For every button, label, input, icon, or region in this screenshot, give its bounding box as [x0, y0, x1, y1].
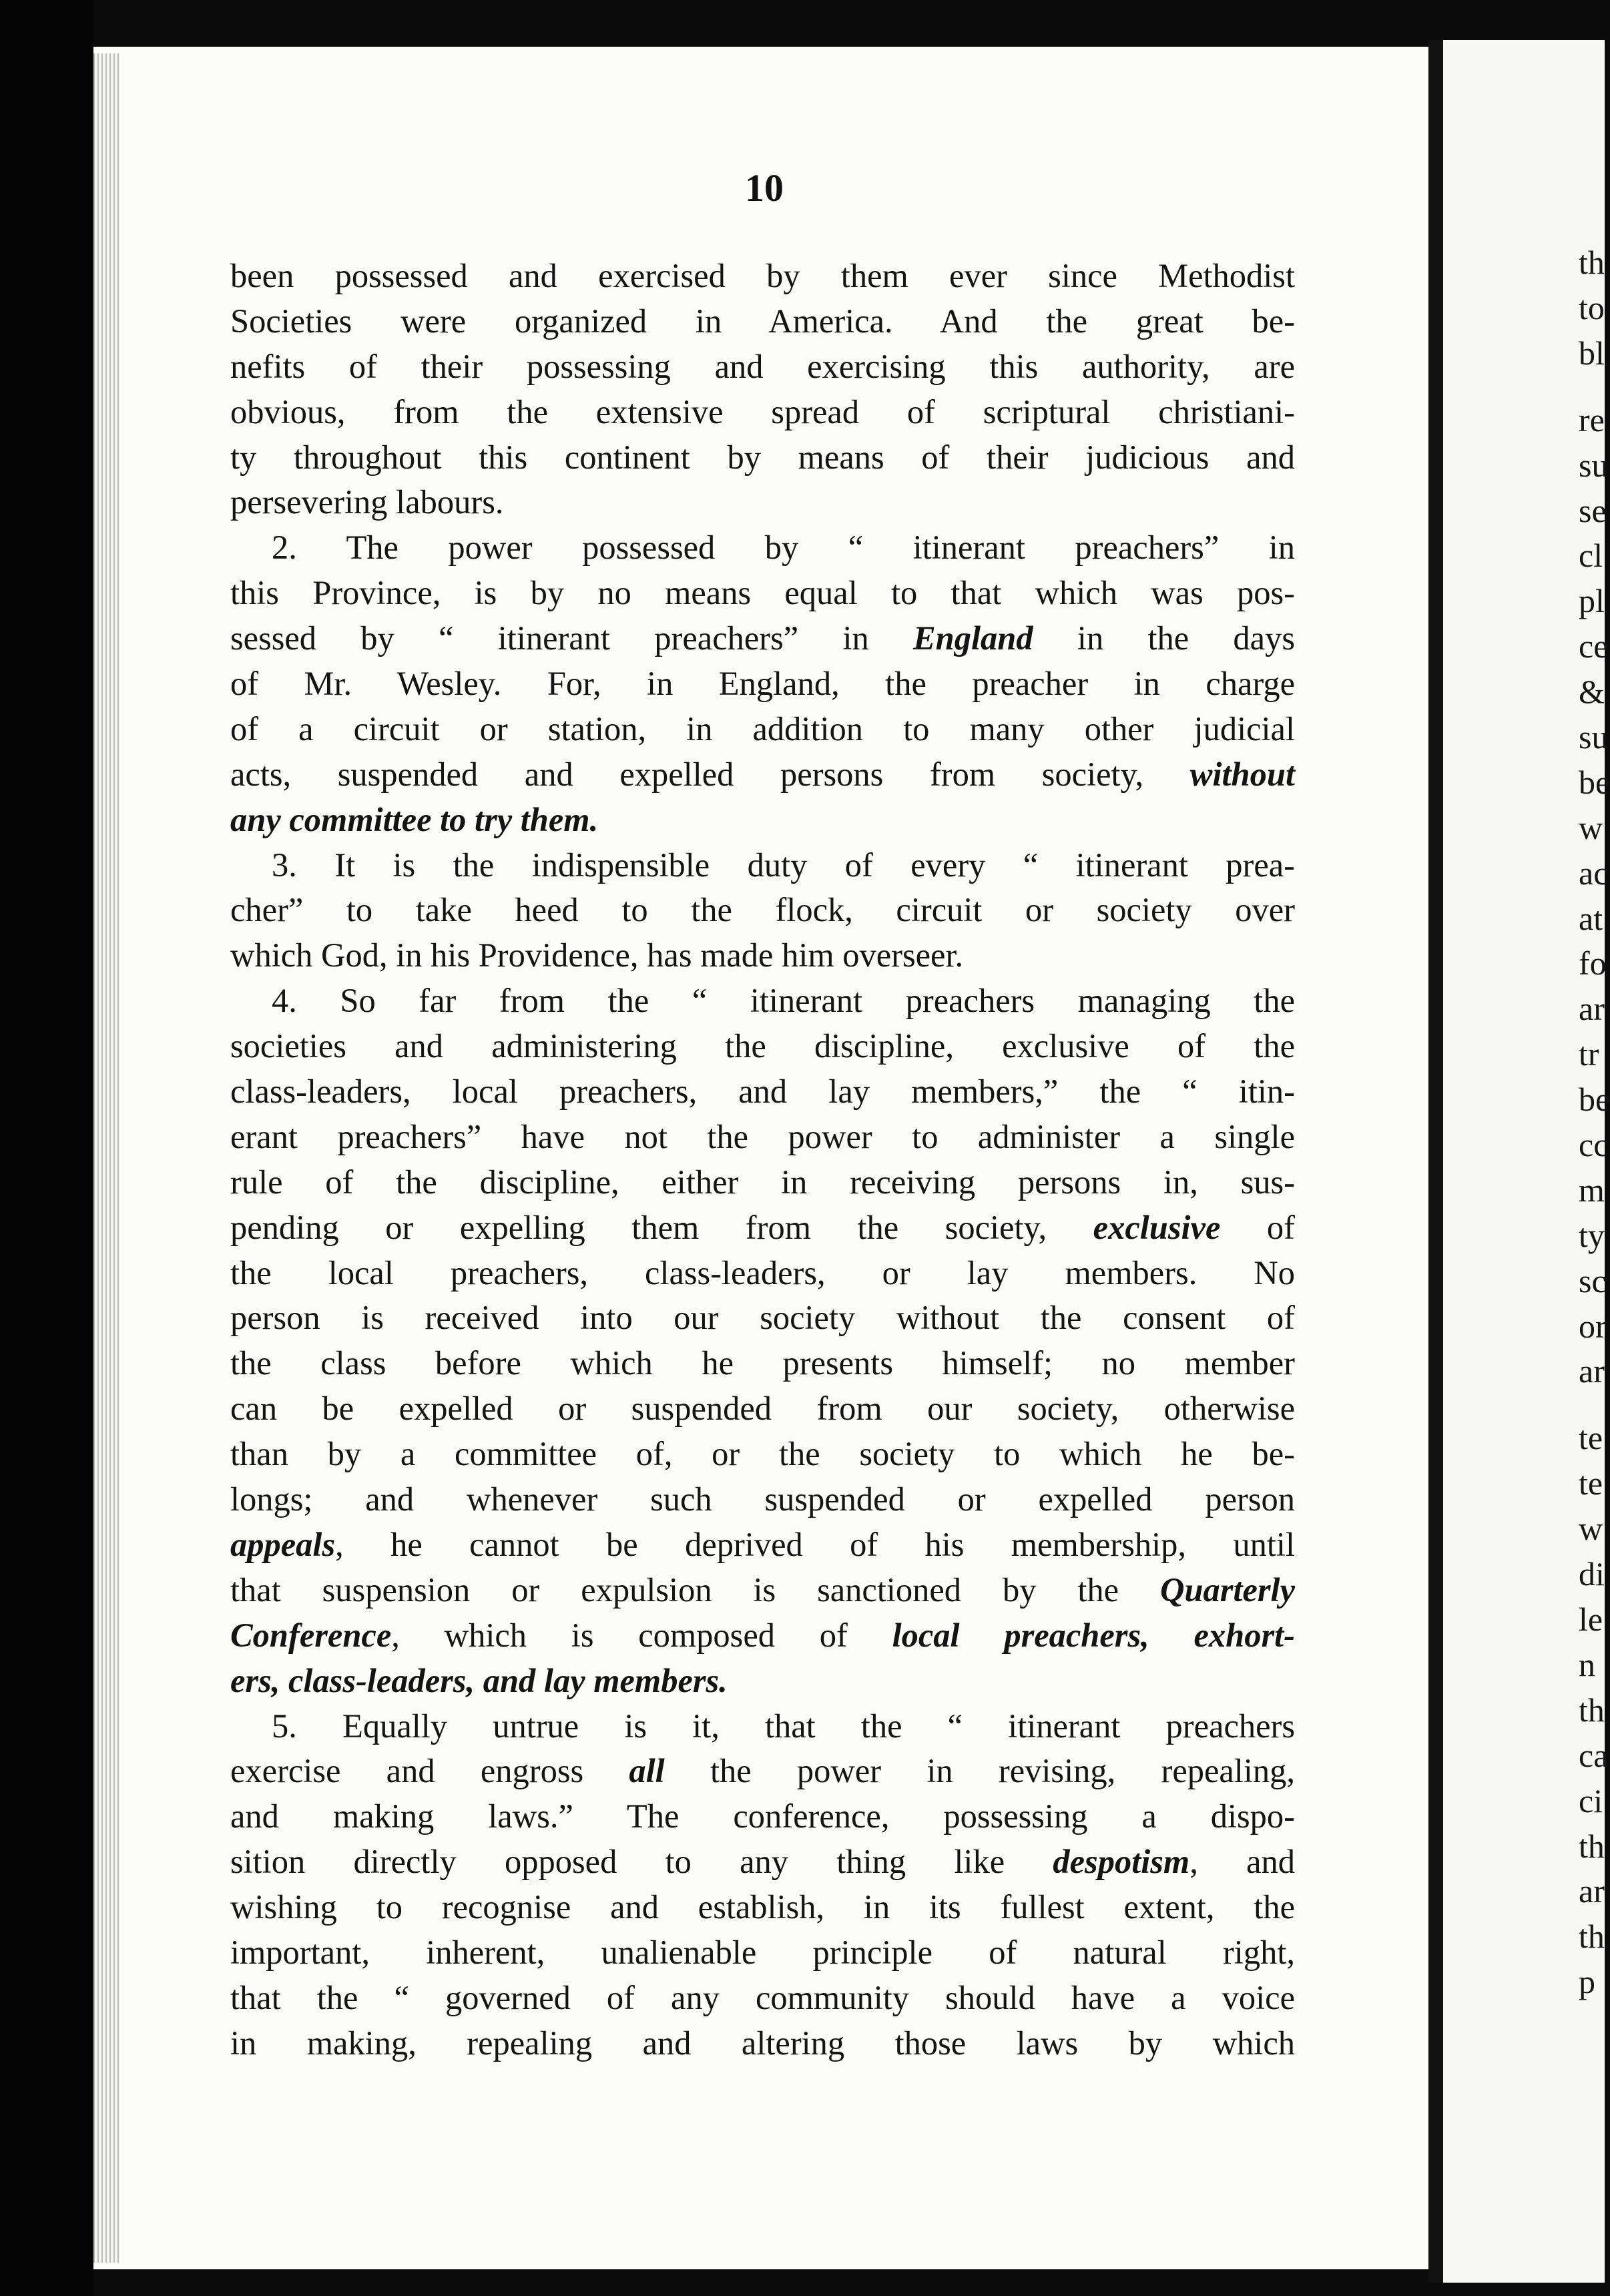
- text-segment: persevering labours.: [230, 483, 504, 521]
- italic-text: ers, class-leaders, and lay members.: [230, 1661, 728, 1699]
- italic-text: any committee to try them.: [230, 800, 599, 838]
- italic-text: appeals: [230, 1525, 336, 1563]
- page-edges: [93, 53, 120, 2263]
- text-segment: ty throughout this continent by means of their judicious and: [230, 438, 1295, 476]
- text-line: [230, 1205, 1295, 1251]
- facing-text-fragment: p: [1579, 1963, 1595, 2001]
- facing-text-fragment: re: [1579, 400, 1605, 439]
- text-segment: that suspension or expulsion is sanctioned by the: [230, 1570, 1160, 1609]
- facing-text-fragment: at: [1579, 899, 1603, 937]
- text-segment: been possessed and exercised by them ever since Methodist: [230, 257, 1295, 294]
- text-line: [230, 1432, 1295, 1477]
- facing-text-fragment: tr: [1579, 1035, 1599, 1073]
- text-segment: societies and administering the discipline, exclusive of the: [230, 1027, 1295, 1065]
- text-segment: 4. So far from the “ itinerant preachers managing the: [272, 982, 1295, 1020]
- text-segment: , which is composed of: [391, 1616, 892, 1654]
- facing-text-fragment: be: [1579, 763, 1610, 801]
- text-segment: 2. The power possessed by “ itinerant preachers” in: [272, 529, 1295, 567]
- text-line: [230, 1613, 1295, 1659]
- text-segment: nefits of their possessing and exercising this authority, are: [230, 347, 1295, 385]
- text-line: [230, 1839, 1295, 1885]
- italic-text: exclusive: [1093, 1208, 1221, 1246]
- text-line: [230, 616, 1295, 661]
- text-line: [230, 390, 1295, 435]
- facing-text-fragment: ty: [1579, 1216, 1605, 1254]
- text-segment: and making laws.” The conference, possessing a dispo-: [230, 1797, 1295, 1835]
- facing-text-fragment: m: [1579, 1171, 1605, 1209]
- text-line: [230, 1976, 1295, 2021]
- text-line: [230, 1024, 1295, 1069]
- text-line: [230, 1568, 1295, 1613]
- text-segment: in the days: [1033, 619, 1296, 657]
- scan-background: [0, 0, 93, 2296]
- text-line: [230, 707, 1295, 752]
- text-line: [230, 1160, 1295, 1205]
- text-line: [230, 1251, 1295, 1296]
- text-line: [230, 1115, 1295, 1160]
- text-segment: , he cannot be deprived of his membership, until: [335, 1525, 1295, 1563]
- text-segment: of: [1220, 1208, 1295, 1246]
- facing-text-fragment: cc: [1579, 1126, 1609, 1164]
- facing-text-fragment: be: [1579, 1081, 1610, 1119]
- facing-text-fragment: ca: [1579, 1736, 1609, 1774]
- text-line: [230, 299, 1295, 344]
- italic-text: despotism: [1053, 1843, 1190, 1881]
- facing-text-fragment: n: [1579, 1645, 1595, 1683]
- text-segment: this Province, is by no means equal to that which was pos-: [230, 574, 1295, 612]
- text-segment: pending or expelling them from the society,: [230, 1208, 1093, 1246]
- text-segment: , and: [1189, 1843, 1295, 1881]
- facing-text-fragment: te: [1579, 1419, 1603, 1457]
- text-line: [230, 978, 1295, 1024]
- facing-text-fragment: ce: [1579, 627, 1609, 665]
- text-line: [230, 1749, 1295, 1794]
- text-segment: longs; and whenever such suspended or expelled person: [230, 1480, 1295, 1518]
- text-segment: person is received into our society without the consent of: [230, 1299, 1295, 1337]
- text-segment: exercise and engross: [230, 1752, 629, 1790]
- text-line: [230, 480, 1295, 525]
- text-line: [230, 1885, 1295, 1930]
- italic-text: all: [629, 1752, 665, 1790]
- facing-text-fragment: pl: [1579, 582, 1605, 620]
- facing-text-fragment: cl: [1579, 537, 1603, 575]
- facing-text-fragment: th: [1579, 244, 1605, 281]
- text-line: [230, 798, 1295, 843]
- facing-text-fragment: to: [1579, 288, 1605, 326]
- facing-text-fragment: le: [1579, 1601, 1603, 1639]
- text-line: [230, 1659, 1295, 1704]
- facing-page-text: [1579, 240, 1610, 2005]
- italic-text: England: [913, 619, 1033, 657]
- italic-text: Quarterly: [1160, 1570, 1295, 1609]
- text-line: [230, 843, 1295, 888]
- facing-text-fragment: th: [1579, 1827, 1605, 1865]
- body-text: [230, 254, 1295, 2066]
- text-segment: sessed by “ itinerant preachers” in: [230, 619, 913, 657]
- text-segment: which God, in his Providence, has made him overseer.: [230, 936, 964, 974]
- facing-text-fragment: th: [1579, 1918, 1605, 1956]
- text-line: [230, 254, 1295, 299]
- facing-text-fragment: &: [1579, 673, 1605, 711]
- facing-text-fragment: fo: [1579, 944, 1607, 982]
- text-line: [230, 1341, 1295, 1386]
- text-segment: of Mr. Wesley. For, in England, the preacher in charge: [230, 665, 1295, 703]
- text-line: [230, 1794, 1295, 1839]
- facing-text-fragment: ci: [1579, 1781, 1603, 1819]
- text-line: [230, 1930, 1295, 1976]
- facing-text-fragment: su: [1579, 718, 1609, 756]
- facing-text-fragment: w: [1579, 808, 1603, 846]
- facing-text-fragment: ar: [1579, 1872, 1605, 1910]
- text-line: [230, 1522, 1295, 1568]
- text-line: [230, 1296, 1295, 1341]
- text-segment: of a circuit or station, in addition to many other judicial: [230, 709, 1295, 748]
- text-segment: the class before which he presents himself; no member: [230, 1344, 1295, 1382]
- facing-text-fragment: th: [1579, 1691, 1605, 1729]
- text-segment: wishing to recognise and establish, in its fullest extent, the: [230, 1888, 1295, 1926]
- text-segment: than by a committee of, or the society to which he be-: [230, 1435, 1295, 1473]
- text-segment: acts, suspended and expelled persons from society,: [230, 755, 1190, 793]
- facing-text-fragment: ac: [1579, 854, 1609, 892]
- text-line: [230, 661, 1295, 707]
- text-line: [230, 435, 1295, 481]
- text-segment: the local preachers, class-leaders, or lay members. No: [230, 1253, 1295, 1292]
- text-segment: obvious, from the extensive spread of scriptural christiani-: [230, 392, 1295, 431]
- text-segment: class-leaders, local preachers, and lay members,” the “ itin-: [230, 1073, 1295, 1111]
- facing-text-fragment: or: [1579, 1307, 1607, 1345]
- text-segment: 3. It is the indispensible duty of every “ itinerant prea-: [272, 846, 1295, 884]
- text-segment: that the “ governed of any community should have a voice: [230, 1978, 1295, 2016]
- text-segment: sition directly opposed to any thing like: [230, 1843, 1053, 1881]
- text-segment: Societies were organized in America. And the great be-: [230, 302, 1295, 340]
- text-segment: erant preachers” have not the power to administer a single: [230, 1117, 1295, 1155]
- text-line: [230, 752, 1295, 798]
- facing-text-fragment: ar: [1579, 990, 1605, 1028]
- facing-text-fragment: te: [1579, 1464, 1603, 1502]
- facing-text-fragment: di: [1579, 1555, 1605, 1593]
- page-number: 10: [745, 166, 784, 210]
- text-segment: 5. Equally untrue is it, that the “ itinerant preachers: [272, 1707, 1295, 1745]
- italic-text: without: [1189, 755, 1295, 793]
- text-segment: cher” to take heed to the flock, circuit or society over: [230, 891, 1295, 929]
- text-line: [230, 571, 1295, 616]
- text-line: [230, 933, 1295, 978]
- text-line: [230, 1069, 1295, 1115]
- italic-text: local preachers, exhort-: [892, 1616, 1295, 1654]
- text-line: [230, 344, 1295, 390]
- italic-text: Conference: [230, 1616, 392, 1654]
- facing-text-fragment: sc: [1579, 1261, 1607, 1300]
- text-line: [230, 1386, 1295, 1432]
- book-gutter: [1428, 40, 1443, 2283]
- text-segment: in making, repealing and altering those laws by which: [230, 2024, 1295, 2062]
- facing-text-fragment: w: [1579, 1510, 1603, 1548]
- text-line: [230, 2021, 1295, 2066]
- facing-text-fragment: ar: [1579, 1352, 1605, 1390]
- text-line: [230, 888, 1295, 933]
- text-segment: can be expelled or suspended from our society, otherwise: [230, 1390, 1295, 1428]
- text-line: [230, 1704, 1295, 1749]
- text-segment: important, inherent, unalienable principle of natural right,: [230, 1933, 1295, 1971]
- facing-text-fragment: su: [1579, 446, 1609, 484]
- text-segment: rule of the discipline, either in receiving persons in, sus-: [230, 1163, 1295, 1201]
- text-line: [230, 525, 1295, 571]
- facing-text-fragment: bl: [1579, 334, 1605, 372]
- text-segment: the power in revising, repealing,: [664, 1752, 1295, 1790]
- facing-text-fragment: se: [1579, 491, 1607, 529]
- text-line: [230, 1477, 1295, 1522]
